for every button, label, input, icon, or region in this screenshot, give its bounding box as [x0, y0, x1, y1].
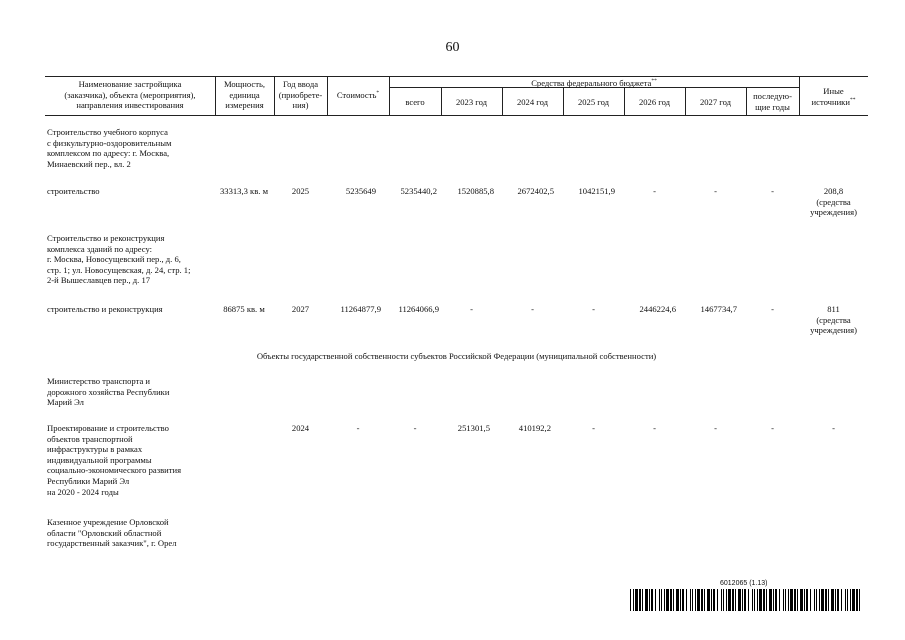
barcode-bar: [642, 589, 643, 611]
barcode-bar: [738, 589, 741, 611]
barcode-bar: [821, 589, 824, 611]
barcode-bar: [707, 589, 710, 611]
object-1-capacity: 33313,3 кв. м: [219, 186, 269, 196]
barcode-bar: [680, 589, 681, 611]
object-1-later: -: [771, 186, 774, 196]
barcode-bar: [852, 589, 855, 611]
barcode-bar: [666, 589, 669, 611]
barcode-bar: [831, 589, 834, 611]
barcode-bar: [835, 589, 836, 611]
barcode-bar: [763, 589, 765, 611]
ministry-title-line: Министерство транспорта и: [47, 376, 151, 386]
object-2-2023: -: [470, 304, 473, 314]
barcode-bar: [726, 589, 727, 611]
object-3-name: [47, 423, 181, 497]
barcode-bar: [841, 589, 842, 611]
barcode-bar: [723, 589, 724, 611]
header-capacity-line: единица: [229, 89, 260, 100]
object-3-other: -: [832, 423, 835, 433]
barcode-number: 6012065 (1.13): [720, 580, 768, 587]
object-2-2026: 2446224,6: [639, 304, 676, 314]
object-1-total: 5235440,2: [400, 186, 437, 196]
ministry-title: [47, 376, 169, 408]
barcode-bar: [695, 589, 696, 611]
object-2-title-line: комплекса зданий по адресу:: [47, 243, 153, 254]
barcode-bar: [816, 589, 817, 611]
barcode-bar: [701, 589, 703, 611]
object-1-other-line: (средства: [816, 196, 851, 207]
barcode-bar: [850, 589, 851, 611]
barcode-bar: [744, 589, 746, 611]
barcode-bar: [814, 589, 815, 611]
barcode-bar: [742, 589, 743, 611]
barcode-bar: [670, 589, 672, 611]
header-other-line: Иные: [823, 86, 844, 96]
header-2024: 2024 год: [516, 97, 549, 107]
header-other: [799, 86, 868, 107]
object-3-cost: -: [356, 423, 360, 433]
ministry-title-line: дорожного хозяйства Республики: [47, 386, 170, 397]
object-3-name-line: объектов транспортной: [47, 433, 133, 444]
header-2025: 2025 год: [577, 97, 610, 107]
barcode-bar: [773, 589, 774, 611]
barcode: [630, 589, 862, 611]
barcode-bar: [847, 589, 848, 611]
barcode-bar: [766, 589, 767, 611]
barcode-bar: [810, 589, 811, 611]
header-year: [274, 79, 327, 111]
header-capacity-line: Мощность,: [223, 79, 266, 89]
object-2-2024: -: [531, 304, 534, 314]
barcode-bar: [783, 589, 784, 611]
barcode-bar: [845, 589, 846, 611]
header-later-line: щие годы: [755, 101, 790, 112]
barcode-bar: [704, 589, 705, 611]
header-2027: 2027 год: [699, 97, 732, 107]
header-year-line: (приобрете-: [278, 89, 323, 100]
object-1-year: 2025: [291, 186, 310, 196]
barcode-bar: [775, 589, 777, 611]
object-3-total: -: [413, 423, 417, 433]
object-1-2026: -: [653, 186, 656, 196]
object-3-name-line: социально-экономического развития: [47, 465, 182, 476]
object-3-year: 2024: [291, 423, 310, 433]
barcode-bar: [785, 589, 786, 611]
object-1-2024: 2672402,5: [517, 186, 554, 196]
object-3-2027: -: [714, 423, 717, 433]
barcode-bar: [806, 589, 808, 611]
ministry-title-line: Марий Эл: [47, 397, 84, 408]
header-year-line: Год ввода: [282, 79, 319, 89]
barcode-bar: [797, 589, 798, 611]
barcode-bar: [649, 589, 650, 611]
object-3-name-line: индивидуальной программы: [47, 454, 152, 465]
header-name: [45, 79, 215, 111]
header-name-line: направления инвестирования: [76, 100, 184, 111]
page-number: 60: [445, 40, 460, 55]
header-name-line: Наименование застройщика: [78, 79, 182, 89]
barcode-bar: [639, 589, 641, 611]
barcode-bar: [673, 589, 674, 611]
object-2-name: строительство и реконструкция: [47, 304, 163, 314]
barcode-bar: [651, 589, 653, 611]
object-3-name-line: инфраструктуры в рамках: [47, 444, 143, 455]
header-2026: 2026 год: [638, 97, 671, 107]
object-1-other: [799, 186, 868, 218]
object-1-2023: 1520885,8: [457, 186, 494, 196]
barcode-bar: [676, 589, 679, 611]
barcode-bar: [788, 589, 789, 611]
barcode-bar: [769, 589, 772, 611]
object-2-title-line: Строительство и реконструкция: [47, 233, 165, 243]
object-3-2025: -: [592, 423, 595, 433]
object-1-title-line: Минаевский пер., вл. 2: [47, 158, 131, 169]
header-cost: [327, 90, 389, 101]
barcode-bar: [655, 589, 656, 611]
barcode-bar: [837, 589, 839, 611]
barcode-bar: [721, 589, 722, 611]
object-2-other-line: (средства: [816, 314, 851, 325]
object-1-title-line: комплексом по адресу: г. Москва,: [47, 148, 170, 159]
barcode-bar: [748, 589, 749, 611]
barcode-bar: [819, 589, 820, 611]
header-year-line: ния): [292, 100, 309, 111]
object-3-name-line: Республики Марий Эл: [47, 475, 130, 486]
barcode-bar: [697, 589, 700, 611]
header-federal: [389, 78, 799, 89]
header-later: [746, 91, 799, 112]
header-name-line: (заказчика), объекта (мероприятия),: [64, 89, 196, 100]
object-3-name-line: на 2020 - 2024 годы: [47, 486, 119, 497]
barcode-bar: [790, 589, 793, 611]
object-2-title-line: г. Москва, Новосущевский пер., д. 6,: [47, 254, 181, 265]
object-2-year: 2027: [291, 304, 310, 314]
header-other-mark: **: [849, 96, 856, 103]
header-federal-mark: **: [651, 78, 657, 84]
object-1-name: строительство: [47, 186, 100, 196]
barcode-bar: [713, 589, 715, 611]
object-2-2025: -: [592, 304, 595, 314]
barcode-bar: [635, 589, 638, 611]
barcode-bar: [630, 589, 631, 611]
barcode-bar: [800, 589, 803, 611]
object-2-cost: 11264877,9: [340, 304, 381, 314]
agency-title-line: государственный заказчик", г. Орел: [47, 538, 177, 549]
agency-title-line: области "Орловский областной: [47, 527, 162, 538]
header-cost-label: Стоимость: [336, 90, 377, 100]
barcode-bar: [728, 589, 731, 611]
barcode-bar: [752, 589, 753, 611]
object-3-2023: 251301,5: [457, 423, 490, 433]
barcode-bar: [804, 589, 805, 611]
object-2-title: [47, 233, 191, 286]
barcode-bar: [682, 589, 684, 611]
object-1-other-line: учреждения): [810, 207, 857, 218]
barcode-bar: [732, 589, 734, 611]
object-2-title-line: 2-й Вышеславцев пер., д. 17: [47, 275, 151, 286]
barcode-bar: [757, 589, 758, 611]
barcode-bar: [692, 589, 693, 611]
object-2-other-line: учреждения): [810, 325, 857, 336]
object-1-title: [47, 127, 171, 169]
object-1-2027: -: [714, 186, 717, 196]
object-3-name-line: Проектирование и строительство: [47, 423, 169, 433]
object-1-cost: 5235649: [345, 186, 376, 196]
section-heading: Объекты государственной собственности субъектов Российской Федерации (муниципальной собственности): [256, 351, 657, 361]
object-2-other: [799, 304, 868, 336]
object-3-later: -: [771, 423, 774, 433]
barcode-bar: [645, 589, 648, 611]
object-2-other-line: 811: [827, 304, 840, 314]
barcode-bar: [690, 589, 691, 611]
barcode-bar: [664, 589, 665, 611]
object-2-total: 11264066,9: [398, 304, 439, 314]
object-1-other-line: 208,8: [823, 186, 844, 196]
barcode-bar: [828, 589, 829, 611]
header-other-line: [799, 97, 868, 108]
object-2-title-line: стр. 1; ул. Новосущевская, д. 24, стр. 1;: [47, 264, 191, 275]
object-1-2025: 1042151,9: [578, 186, 615, 196]
barcode-bar: [825, 589, 827, 611]
object-1-title-line: с физкультурно-оздоровительным: [47, 137, 172, 148]
barcode-bar: [633, 589, 634, 611]
object-2-capacity: 86875 кв. м: [223, 304, 265, 314]
object-2-later: -: [771, 304, 774, 314]
header-capacity-line: измерения: [225, 100, 264, 111]
barcode-bar: [779, 589, 780, 611]
barcode-bar: [794, 589, 796, 611]
barcode-bar: [735, 589, 736, 611]
barcode-bar: [859, 589, 860, 611]
object-3-2026: -: [653, 423, 656, 433]
barcode-bar: [856, 589, 858, 611]
barcode-bar: [759, 589, 762, 611]
barcode-bar: [711, 589, 712, 611]
object-3-2024: 410192,2: [518, 423, 551, 433]
header-federal-label: Средства федерального бюджета: [531, 78, 652, 88]
barcode-bar: [686, 589, 687, 611]
header-later-line: последую-: [753, 91, 792, 101]
object-2-2027: 1467734,7: [700, 304, 737, 314]
header-capacity: [215, 79, 274, 111]
barcode-bar: [754, 589, 755, 611]
agency-title-line: Казенное учреждение Орловской: [47, 517, 169, 527]
header-bottom-rule: [45, 115, 868, 116]
agency-title: [47, 517, 177, 549]
header-other-label: источники: [811, 96, 850, 107]
object-1-title-line: Строительство учебного корпуса: [47, 127, 168, 137]
header-total: всего: [405, 97, 425, 107]
header-2023: 2023 год: [455, 97, 488, 107]
barcode-bar: [717, 589, 718, 611]
table-top-rule: [45, 76, 868, 77]
barcode-bar: [659, 589, 660, 611]
header-cost-mark: *: [376, 90, 380, 96]
barcode-bar: [661, 589, 662, 611]
